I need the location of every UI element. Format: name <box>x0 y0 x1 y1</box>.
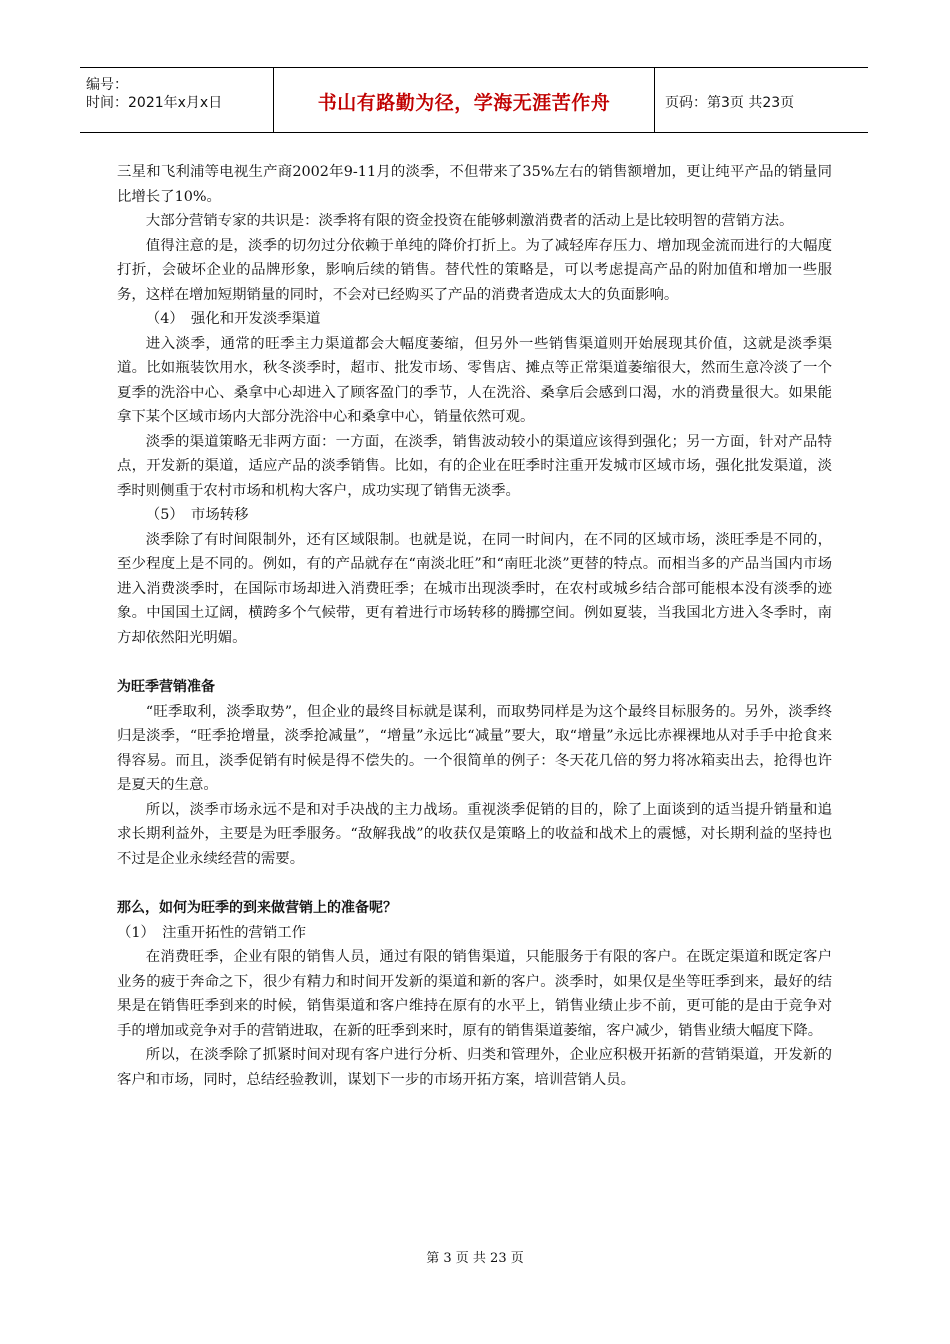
header-motto: 书山有路勤为径，学海无涯苦作舟 <box>317 92 611 114</box>
page-header <box>80 67 868 133</box>
paragraph: 淡季的渠道策略无非两方面：一方面，在淡季，销售波动较小的渠道应该得到强化；另一方面，针对产品特点，开发新的渠道，适应产品的淡季销售。比如，有的企业在旺季时注重开发城市区域市场，强化批发渠道，淡季时则侧重于农村市场和机构大客户，成功实现了销售无淡季。 <box>117 433 832 499</box>
spacer <box>117 650 832 675</box>
paragraph: 所以，淡季市场永远不是和对手决战的主力战场。重视淡季促销的目的，除了上面谈到的适当提升销量和追求长期利益外，主要是为旺季服务。“敌解我战”的收获仅是策略上的收益和战术上的震憾，对长期利益的坚持也不过是企业永续经营的需要。 <box>117 801 832 867</box>
paragraph: 大部分营销专家的共识是：淡季将有限的资金投资在能够刺激消费者的活动上是比较明智的营销方法。 <box>145 213 794 229</box>
date-label: 时间：2021年x月x日 <box>86 95 223 111</box>
spacer <box>117 871 832 896</box>
header-page-label: 页码：第3页 共23页 <box>665 95 795 111</box>
section-title: 为旺季营销准备 <box>117 679 215 695</box>
paragraph: 在消费旺季，企业有限的销售人员，通过有限的销售渠道，只能服务于有限的客户。在既定渠道和既定客户业务的疲于奔命之下，很少有精力和时间开发新的渠道和新的客户。淡季时，如果仅是坐等旺季到来，最好的结果是在销售旺季到来的时候，销售渠道和客户维持在原有的水平上，销售业绩止步不前，更可能的是由于竞争对手的增加或竞争对手的营销进取，在新的旺季到来时，原有的销售渠道萎缩，客户减少，销售业绩大幅度下降。 <box>117 949 832 1039</box>
header-page-cell <box>655 68 868 132</box>
section-heading: （4） 强化和开发淡季渠道 <box>145 311 321 327</box>
section-heading: （5） 市场转移 <box>145 507 249 523</box>
header-motto-cell <box>274 68 655 132</box>
section-title: 那么，如何为旺季的到来做营销上的准备呢？ <box>117 900 397 916</box>
paragraph: 所以，在淡季除了抓紧时间对现有客户进行分析、归类和管理外，企业应积极开拓新的营销渠道，开发新的客户和市场，同时，总结经验教训，谋划下一步的市场开拓方案，培训营销人员。 <box>117 1047 832 1088</box>
page-footer: 第 3 页 共 23 页 <box>426 1251 524 1266</box>
header-meta-cell <box>80 68 274 132</box>
paragraph: “旺季取利，淡季取势”，但企业的最终目标就是谋利，而取势同样是为这个最终目标服务的。另外，淡季终归是淡季，“旺季抢增量，淡季抢减量”，“增量”永远比“减量”要大，取“增量”永远比赤裸裸地从对手手中抢食来得容易。而且，淡季促销有时候是得不偿失的。一个很简单的例子：冬天花几倍的努力将冰箱卖出去，抢得也许是夏天的生意。 <box>117 703 832 793</box>
serial-label: 编号： <box>86 77 128 93</box>
paragraph: 进入淡季，通常的旺季主力渠道都会大幅度萎缩，但另外一些销售渠道则开始展现其价值，这就是淡季渠道。比如瓶装饮用水，秋冬淡季时，超市、批发市场、零售店、摊点等正常渠道萎缩很大，然而生意冷淡了一个夏季的洗浴中心、桑拿中心却进入了顾客盈门的季节，人在洗浴、桑拿后会感到口渴，水的消费量很大。如果能拿下某个区域市场内大部分洗浴中心和桑拿中心，销量依然可观。 <box>117 335 832 425</box>
paragraph: 三星和飞利浦等电视生产商2002年9-11月的淡季，不但带来了35%左右的销售额增加，更让纯平产品的销量同比增长了10%。 <box>117 164 832 205</box>
paragraph: 淡季除了有时间限制外，还有区域限制。也就是说，在同一时间内，在不同的区域市场，淡旺季是不同的，至少程度上是不同的。例如，有的产品就存在“南淡北旺”和“南旺北淡”更替的特点。而相当多的产品当国内市场进入消费淡季时，在国际市场却进入消费旺季；在城市出现淡季时，在农村或城乡结合部可能根本没有淡季的迹象。中国国土辽阔，横跨多个气候带，更有着进行市场转移的腾挪空间。例如夏装，当我国北方进入冬季时，南方却依然阳光明媚。 <box>117 531 832 646</box>
paragraph: 值得注意的是，淡季的切勿过分依赖于单纯的降价打折上。为了减轻库存压力、增加现金流而进行的大幅度打折，会破坏企业的品牌形象，影响后续的销售。替代性的策略是，可以考虑提高产品的附加值和增加一些服务，这样在增加短期销量的同时，不会对已经购买了产品的消费者造成太大的负面影响。 <box>117 237 832 303</box>
document-body <box>117 160 832 1092</box>
section-heading: （1） 注重开拓性的营销工作 <box>117 924 307 941</box>
